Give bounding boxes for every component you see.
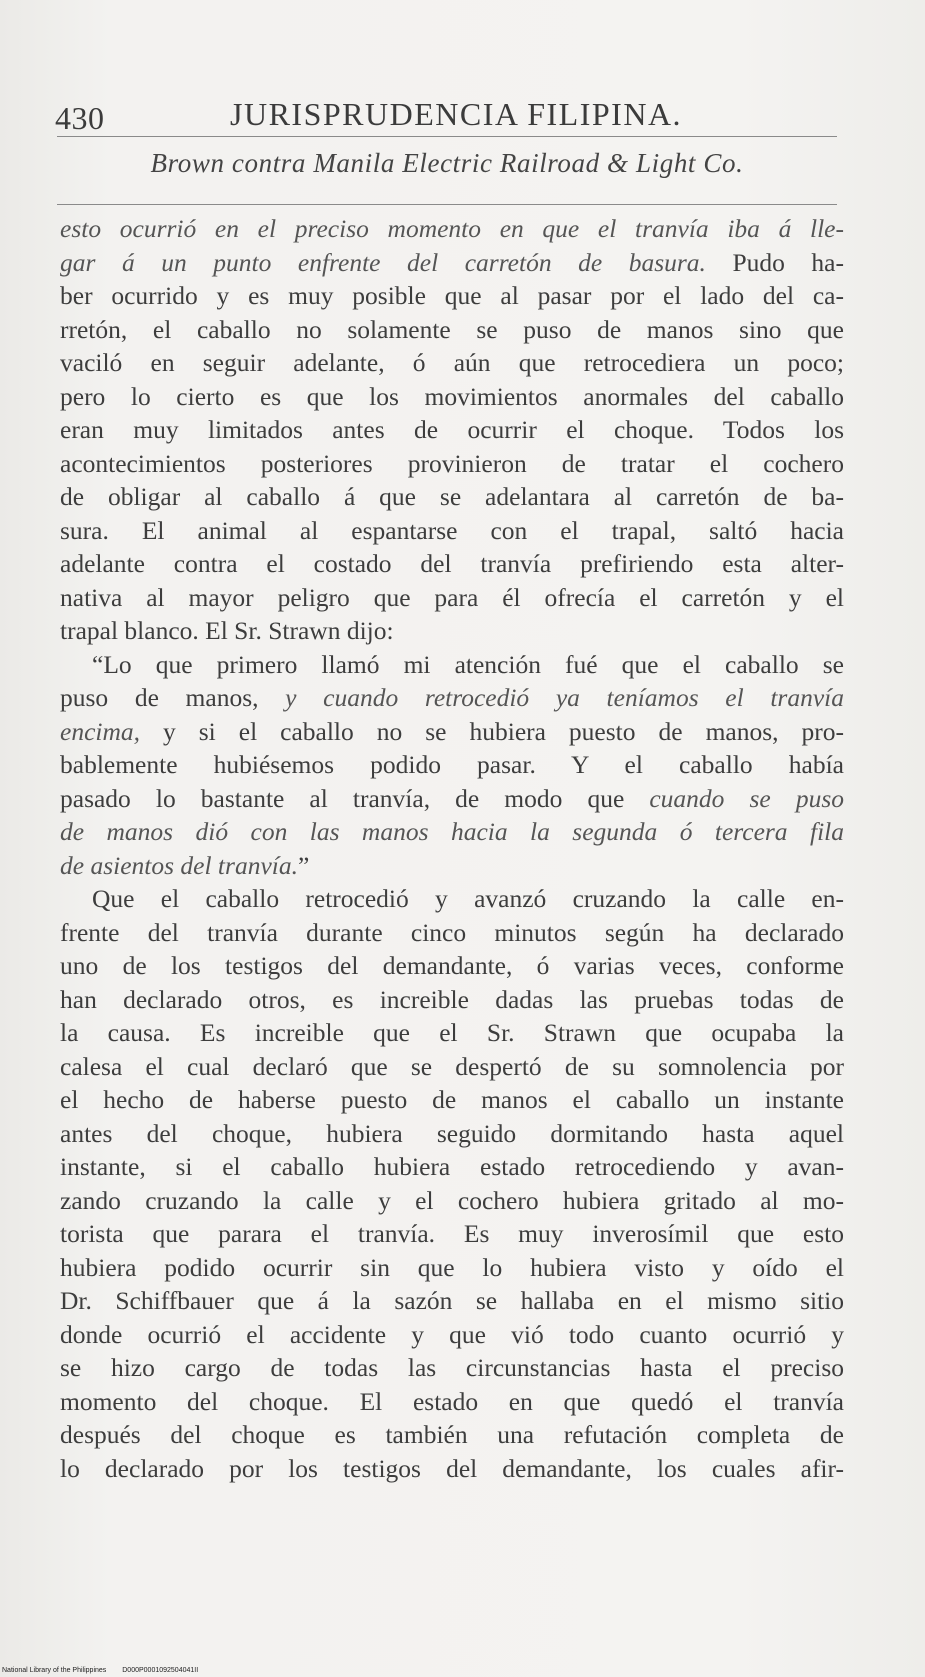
line-text: zando cruzando la calle y el cochero hubiera gritado al mo- <box>60 1185 844 1215</box>
body-text <box>60 212 844 1485</box>
text-line <box>60 1385 844 1419</box>
text-line <box>60 413 844 447</box>
text-line <box>60 1418 844 1452</box>
text-line <box>60 1150 844 1184</box>
line-text: frente del tranvía durante cinco minutos según ha declarado <box>60 917 844 947</box>
line-text: pasado lo bastante al tranvía, de modo que <box>60 783 650 813</box>
text-line <box>60 1351 844 1385</box>
line-italic: encima, <box>60 716 141 746</box>
text-line <box>60 313 844 347</box>
text-line <box>60 748 844 782</box>
line-italic: y cuando retrocedió ya teníamos el tranvía <box>285 683 844 712</box>
line-text: momento del choque. El estado en que quedó el tranvía <box>60 1386 844 1416</box>
line-text: antes del choque, hubiera seguido dormitando hasta aquel <box>60 1118 844 1148</box>
text-line <box>60 1016 844 1050</box>
text-line <box>60 849 844 883</box>
text-line <box>60 949 844 983</box>
header-rule-top <box>57 136 837 137</box>
text-line <box>60 983 844 1017</box>
text-line <box>60 648 844 682</box>
line-text: han declarado otros, es increible dadas las pruebas todas de <box>60 984 844 1014</box>
text-line <box>60 1251 844 1285</box>
line-text: acontecimientos posteriores provinieron de tratar el cochero <box>60 448 844 478</box>
line-text: torista que parara el tranvía. Es muy inverosímil que esto <box>60 1219 844 1248</box>
text-line <box>60 916 844 950</box>
text-line <box>60 1452 844 1486</box>
text-line <box>60 514 844 548</box>
text-line <box>60 681 844 715</box>
text-line <box>60 246 844 280</box>
text-line <box>60 279 844 313</box>
line-text: Que el caballo retrocedió y avanzó cruzando la calle en- <box>92 884 844 913</box>
line-italic: cuando se puso <box>649 783 844 813</box>
text-line <box>60 782 844 816</box>
line-after: ” <box>297 850 310 880</box>
text-line <box>60 1184 844 1218</box>
line-text: la causa. Es increible que el Sr. Strawn que ocupaba la <box>60 1018 844 1047</box>
text-line <box>60 614 844 648</box>
line-text: lo declarado por los testigos del demandante, los cuales afir- <box>60 1453 844 1483</box>
line-text: rretón, el caballo no solamente se puso de manos sino que <box>60 314 844 344</box>
library-credit: National Library of the Philippines <box>2 1667 107 1674</box>
text-line <box>60 815 844 849</box>
text-line <box>60 380 844 414</box>
text-line <box>60 212 844 246</box>
scan-id: D000P0001092504041II <box>122 1667 199 1674</box>
text-line <box>60 447 844 481</box>
line-text: nativa al mayor peligro que para él ofrecía el carretón y el <box>60 582 844 612</box>
text-line <box>60 1217 844 1251</box>
text-line <box>60 480 844 514</box>
case-title: Brown contra Manila Electric Railroad & Light Co. <box>150 148 744 178</box>
line-italic: esto ocurrió en el preciso momento en que el tranvía iba á lle- <box>60 214 844 243</box>
footer-credit <box>2 1667 212 1674</box>
line-text: calesa el cual declaró que se despertó de su somnolencia por <box>60 1051 844 1081</box>
line-italic: de manos dió con las manos hacia la segunda ó tercera fila <box>60 817 844 846</box>
line-text: adelante contra el costado del tranvía prefiriendo esta alter- <box>60 549 844 578</box>
page-number: 430 <box>55 100 105 136</box>
line-text: se hizo cargo de todas las circunstancias hasta el preciso <box>60 1353 844 1382</box>
text-line <box>60 882 844 916</box>
text-line <box>60 547 844 581</box>
line-after: y si el caballo no se hubiera puesto de manos, pro- <box>140 716 844 746</box>
line-italic: de asientos del tranvía. <box>60 850 298 880</box>
text-line <box>60 346 844 380</box>
text-line <box>60 1318 844 1352</box>
running-head <box>55 96 837 144</box>
journal-title: JURISPRUDENCIA FILIPINA. <box>230 96 683 132</box>
line-text: donde ocurrió el accidente y que vió todo cuanto ocurrió y <box>60 1319 844 1349</box>
line-text: “Lo que primero llamó mi atención fué que el caballo se <box>92 649 844 679</box>
line-text: trapal blanco. El Sr. Strawn dijo: <box>60 616 394 645</box>
text-line <box>60 581 844 615</box>
line-text: Dr. Schiffbauer que á la sazón se hallaba en el mismo sitio <box>60 1286 844 1315</box>
text-line <box>60 1117 844 1151</box>
line-after: Pudo ha- <box>705 247 844 277</box>
text-line <box>60 1083 844 1117</box>
line-text: eran muy limitados antes de ocurrir el choque. Todos los <box>60 415 844 444</box>
text-line <box>60 715 844 749</box>
line-text: pero lo cierto es que los movimientos anormales del caballo <box>60 381 844 411</box>
text-line <box>60 1050 844 1084</box>
line-text: instante, si el caballo hubiera estado retrocediendo y avan- <box>60 1152 844 1181</box>
header-rule-bottom <box>57 204 837 205</box>
line-text: uno de los testigos del demandante, ó varias veces, conforme <box>60 951 844 980</box>
line-text: de obligar al caballo á que se adelantara al carretón de ba- <box>60 482 844 511</box>
line-italic: gar á un punto enfrente del carretón de basura. <box>60 247 706 277</box>
line-text: después del choque es también una refutación completa de <box>60 1420 844 1449</box>
line-text: puso de manos, <box>60 683 286 712</box>
line-text: vaciló en seguir adelante, ó aún que retrocediera un poco; <box>60 348 844 377</box>
text-line <box>60 1284 844 1318</box>
line-text: sura. El animal al espantarse con el trapal, saltó hacia <box>60 515 844 545</box>
line-text: el hecho de haberse puesto de manos el caballo un instante <box>60 1085 844 1114</box>
line-text: ber ocurrido y es muy posible que al pasar por el lado del ca- <box>60 281 844 310</box>
line-text: hubiera podido ocurrir sin que lo hubiera visto y oído el <box>60 1252 844 1282</box>
line-text: bablemente hubiésemos podido pasar. Y el caballo había <box>60 750 844 779</box>
